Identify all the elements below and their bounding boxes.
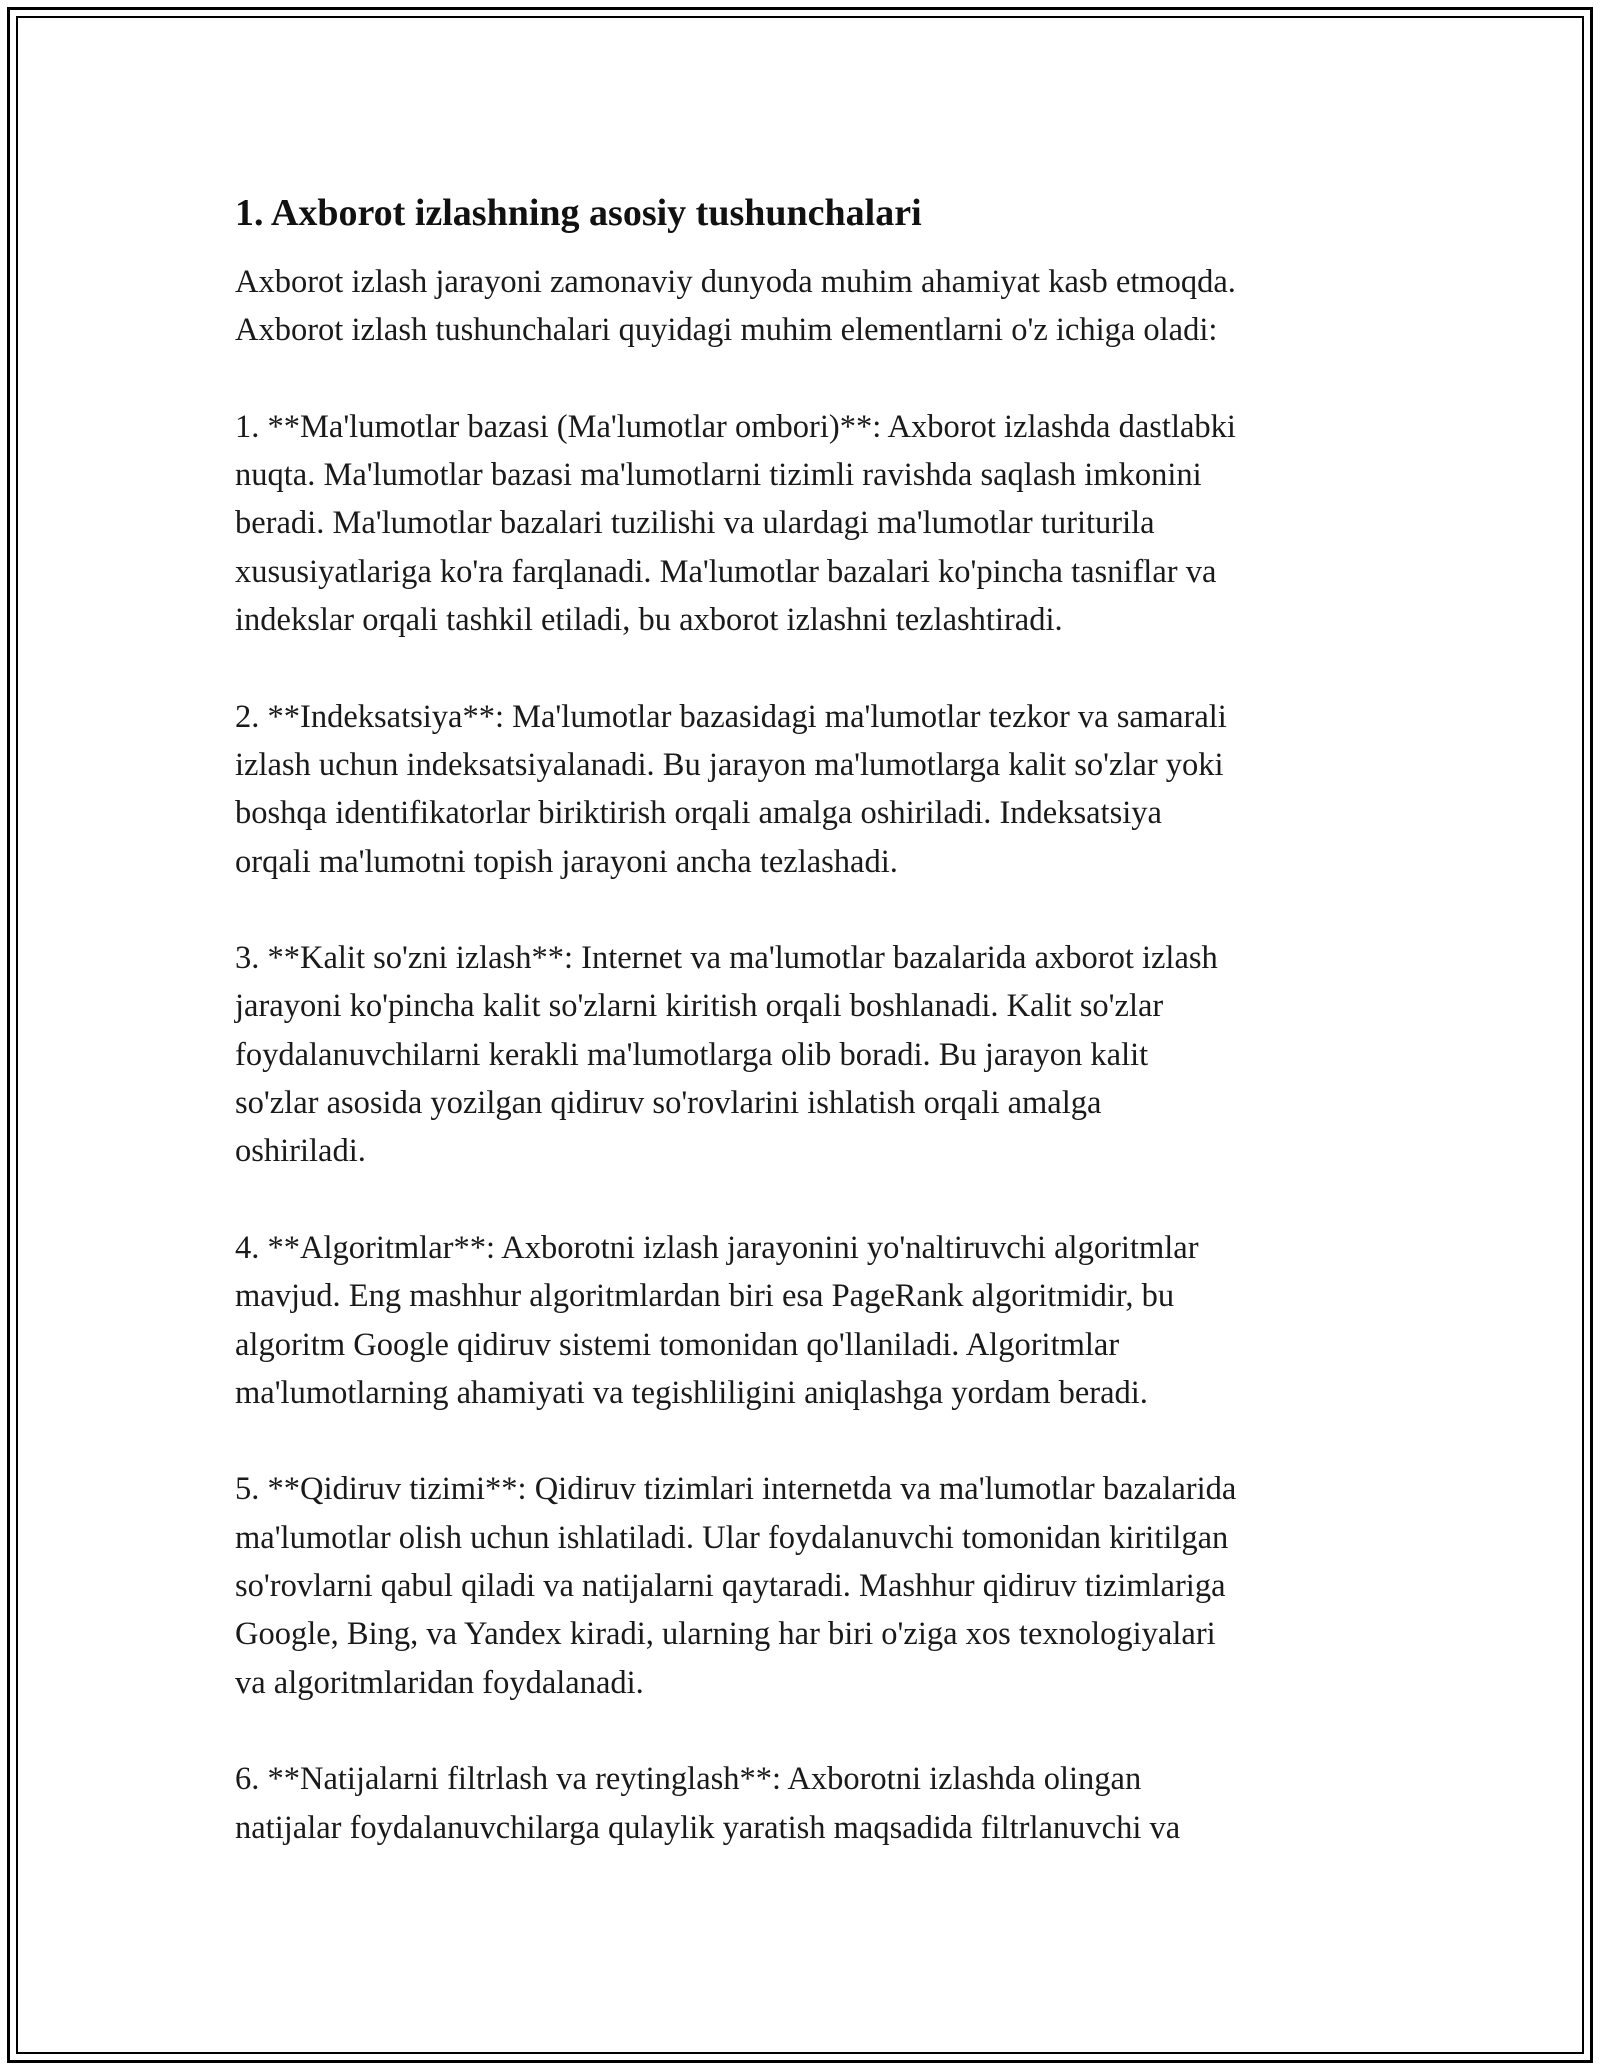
text-line: mavjud. Eng mashhur algoritmlardan biri esa PageRank algoritmidir, bu bbox=[235, 1278, 1175, 1315]
text-line: 2. **Indeksatsiya**: Ma'lumotlar bazasidagi ma'lumotlar tezkor va samarali bbox=[235, 698, 1227, 735]
text-line: Axborot izlash jarayoni zamonaviy dunyoda muhim ahamiyat kasb etmoqda. bbox=[235, 264, 1236, 300]
text-line: Axborot izlash tushunchalari quyidagi muhim elementlarni o'z ichiga oladi: bbox=[235, 312, 1218, 349]
document-body bbox=[235, 188, 1410, 1900]
list-item-paragraph bbox=[235, 934, 1410, 1175]
list-item-paragraph bbox=[235, 1224, 1410, 1417]
text-line: 6. **Natijalarni filtrlash va reytinglash**: Axborotni izlashda olingan bbox=[235, 1761, 1142, 1798]
text-line: nuqta. Ma'lumotlar bazasi ma'lumotlarni tizimli ravishda saqlash imkonini bbox=[235, 457, 1202, 494]
text-line: ma'lumotlarning ahamiyati va tegishliligini aniqlashga yordam beradi. bbox=[235, 1374, 1148, 1411]
text-line: natijalar foydalanuvchilarga qulaylik yaratish maqsadida filtrlanuvchi va bbox=[235, 1809, 1181, 1846]
text-line: Google, Bing, va Yandex kiradi, ularning har biri o'ziga xos texnologiyalari bbox=[235, 1616, 1216, 1653]
text-line: 3. **Kalit so'zni izlash**: Internet va ma'lumotlar bazalarida axborot izlash bbox=[235, 940, 1218, 977]
text-line: beradi. Ma'lumotlar bazalari tuzilishi va ulardagi ma'lumotlar turiturila bbox=[235, 505, 1155, 542]
text-line: oshiriladi. bbox=[235, 1133, 366, 1170]
text-line: va algoritmlaridan foydalanadi. bbox=[235, 1664, 644, 1701]
list-item-paragraph bbox=[235, 403, 1410, 644]
text-line: so'rovlarni qabul qiladi va natijalarni qaytaradi. Mashhur qidiruv tizimlariga bbox=[235, 1568, 1226, 1605]
text-line: jarayoni ko'pincha kalit so'zlarni kiritish orqali boshlanadi. Kalit so'zlar bbox=[235, 988, 1164, 1025]
text-line: 4. **Algoritmlar**: Axborotni izlash jarayonini yo'naltiruvchi algoritmlar bbox=[235, 1229, 1199, 1266]
text-line: foydalanuvchilarni kerakli ma'lumotlarga olib boradi. Bu jarayon kalit bbox=[235, 1036, 1149, 1073]
list-item-paragraph bbox=[235, 693, 1410, 886]
text-line: izlash uchun indeksatsiyalanadi. Bu jarayon ma'lumotlarga kalit so'zlar yoki bbox=[235, 746, 1224, 783]
text-line: so'zlar asosida yozilgan qidiruv so'rovlarini ishlatish orqali amalga bbox=[235, 1085, 1102, 1122]
text-line: ma'lumotlar olish uchun ishlatiladi. Ular foydalanuvchi tomonidan kiritilgan bbox=[235, 1519, 1229, 1556]
text-line: orqali ma'lumotni topish jarayoni ancha tezlashadi. bbox=[235, 843, 898, 880]
list-item-paragraph bbox=[235, 1465, 1410, 1706]
text-line: 1. **Ma'lumotlar bazasi (Ma'lumotlar ombori)**: Axborot izlashda dastlabki bbox=[235, 408, 1236, 445]
list-item-paragraph bbox=[235, 1755, 1410, 1852]
text-line: algoritm Google qidiruv sistemi tomonidan qo'llaniladi. Algoritmlar bbox=[235, 1326, 1120, 1363]
text-line: boshqa identifikatorlar biriktirish orqali amalga oshiriladi. Indeksatsiya bbox=[235, 795, 1162, 832]
document-title: 1. Axborot izlashning asosiy tushunchalari bbox=[235, 192, 922, 234]
text-line: xususiyatlariga ko'ra farqlanadi. Ma'lumotlar bazalari ko'pincha tasniflar va bbox=[235, 553, 1217, 590]
paragraph-list bbox=[235, 258, 1410, 1852]
text-line: 5. **Qidiruv tizimi**: Qidiruv tizimlari internetda va ma'lumotlar bazalarida bbox=[235, 1471, 1237, 1508]
intro-paragraph bbox=[235, 258, 1410, 355]
text-line: indekslar orqali tashkil etiladi, bu axborot izlashni tezlashtiradi. bbox=[235, 602, 1063, 639]
